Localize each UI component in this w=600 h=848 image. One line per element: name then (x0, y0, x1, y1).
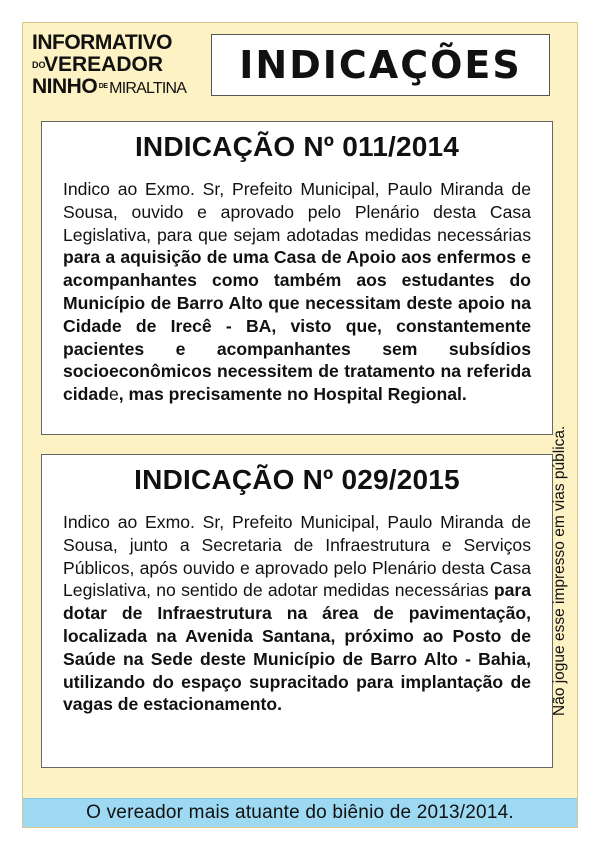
indication-text-2 (63, 511, 531, 716)
logo-do: DO (32, 59, 46, 70)
indication-card-2 (41, 454, 553, 768)
logo-de: DE (98, 83, 108, 91)
indication-heading-2: INDICAÇÃO Nº 029/2015 (134, 464, 460, 495)
footer-text: O vereador mais atuante do biênio de 2013/2014. (86, 802, 514, 823)
indication-heading-1: INDICAÇÃO Nº 011/2014 (134, 131, 460, 162)
indication-text-2-normal: Indico ao Exmo. Sr, Prefeito Municipal, Paulo Miranda de Sousa, junto a Secretaria de Infraestrutura e Serviços Públicos, após ouvido e aprovado pelo Plenário desta Casa Legislativa, no sentido de adotar medidas necessárias (63, 512, 531, 601)
side-note: Não jogue esse impresso em vias pública. (551, 425, 568, 716)
logo-miraltina: MIRALTINA (109, 80, 187, 97)
logo-ninho: NINHO (32, 75, 98, 98)
logo-line-ninho (32, 76, 186, 100)
page-title: INDICAÇÕES (239, 43, 522, 87)
indication-card-1 (41, 121, 553, 435)
indication-text-1-bold2: , mas precisamente no Hospital Regional. (118, 384, 467, 405)
logo-vereador: VEREADOR (44, 53, 164, 76)
title-box (211, 34, 550, 96)
leaflet-page (22, 22, 578, 828)
indication-text-1-normal2: e (108, 384, 119, 405)
indication-text-1-normal: Indico ao Exmo. Sr, Prefeito Municipal, Paulo Miranda de Sousa, ouvido e aprovado pelo Plenário desta Casa Legislativa, para que sejam adotadas medidas necessárias (63, 179, 531, 245)
logo-line-vereador (32, 54, 163, 76)
indication-text-1-bold: para a aquisição de uma Casa de Apoio aos enfermos e acompanhantes como também aos estudantes do Município de Barro Alto que necessitam deste apoio na Cidade de Irecê - BA, visto que, constantemente pacientes e acompanhantes sem subsídios socioeconômicos necessitem de tratamento na referida cidad (63, 247, 531, 405)
logo-line-informativo: INFORMATIVO (32, 31, 172, 54)
indication-text-2-bold: para dotar de Infraestrutura na área de pavimentação, localizada na Avenida Santana, próximo ao Posto de Saúde na Sede deste Município de Barro Alto - Bahia, utilizando do espaço supracitado para implantação de vagas de estacionamento. (63, 580, 531, 715)
informativo-logo (32, 32, 207, 104)
indication-text-1 (63, 178, 531, 406)
footer-banner (23, 798, 577, 827)
